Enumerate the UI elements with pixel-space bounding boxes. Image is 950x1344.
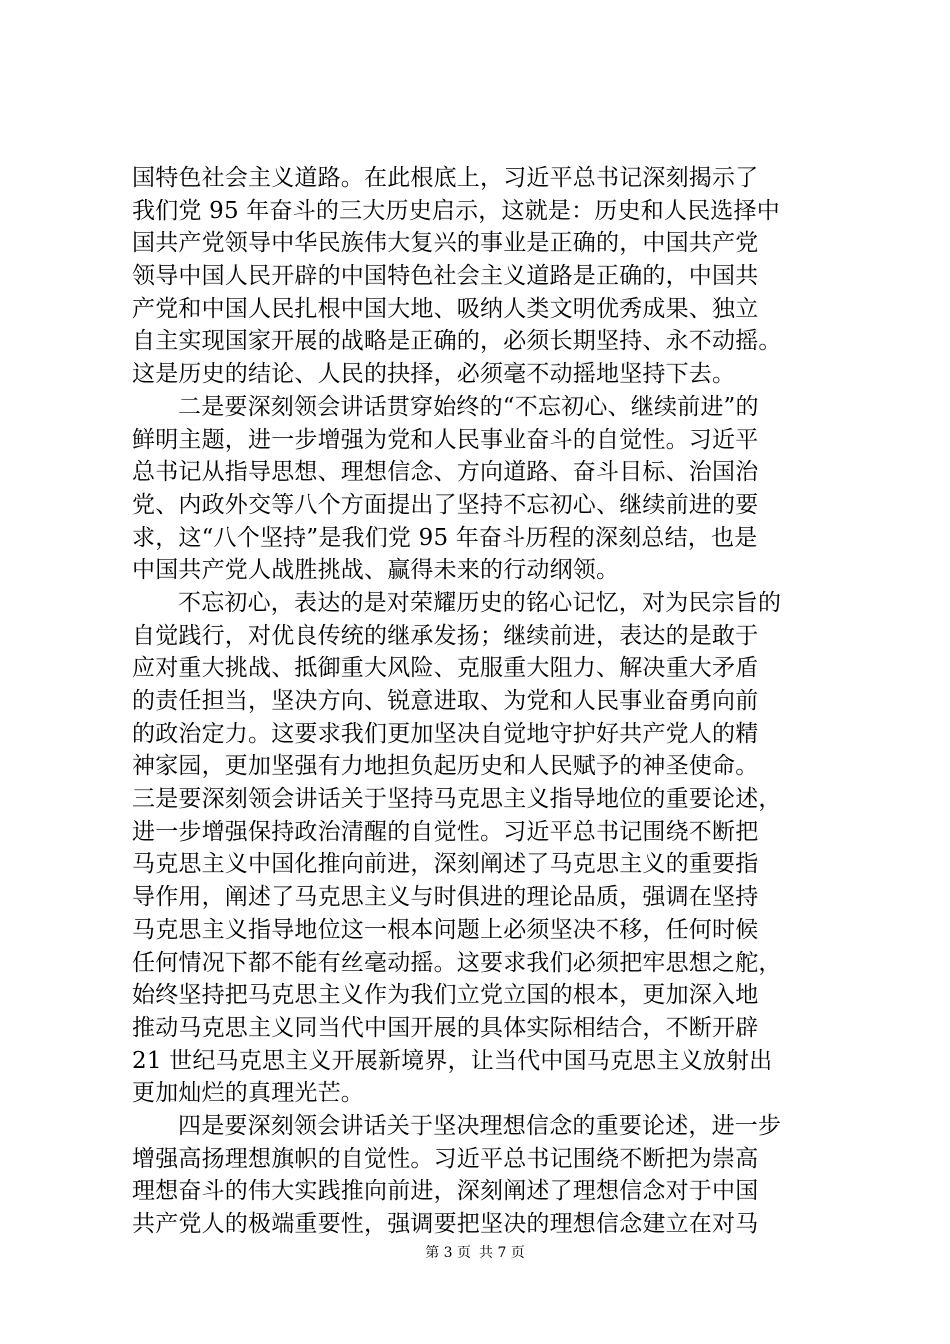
text-line: 这是历史的结论、人民的抉择，必须毫不动摇地坚持下去。 — [132, 361, 736, 388]
text-line: 共产党人的极端重要性，强调要把坚决的理想信念建立在对马 — [132, 1211, 759, 1237]
text-line: 应对重大挑战、抵御重大风险、克服重大阻力、解决重大矛盾 — [132, 655, 759, 682]
text-line: 马克思主义指导地位这一根本问题上必须坚决不移，任何时候 — [132, 916, 759, 943]
text-line: 理想奋斗的伟大实践推向前进，深刻阐述了理想信念对于中国 — [132, 1178, 759, 1205]
page-footer — [0, 1244, 950, 1262]
text-line: 不忘初心，表达的是对荣耀历史的铭心记忆，对为民宗旨的 — [178, 589, 782, 616]
text-line: 始终坚持把马克思主义作为我们立党立国的根本，更加深入地 — [132, 982, 759, 1009]
body-text — [132, 162, 832, 1241]
text-line: 自觉践行，对优良传统的继承发扬；继续前进，表达的是敢于 — [132, 622, 759, 649]
text-line: 进一步增强保持政治清醒的自觉性。习近平总书记围绕不断把 — [132, 818, 759, 845]
text-line: 自主实现国家开展的战略是正确的，必须长期坚持、永不动摇。 — [132, 328, 782, 355]
text-line: 鲜明主题，进一步增强为党和人民事业奋斗的自觉性。习近平 — [132, 426, 759, 453]
text-line: 党、内政外交等八个方面提出了坚持不忘初心、继续前进的要 — [132, 491, 759, 518]
text-line: 国特色社会主义道路。在此根底上，习近平总书记深刻揭示了 — [132, 165, 759, 191]
text-line: 领导中国人民开辟的中国特色社会主义道路是正确的，中国共 — [132, 263, 759, 290]
text-line: 总书记从指导思想、理想信念、方向道路、奋斗目标、治国治 — [132, 459, 759, 486]
text-line: 中国共产党人战胜挑战、赢得未来的行动纲领。 — [132, 557, 620, 584]
text-line: 的政治定力。这要求我们更加坚决自觉地守护好共产党人的精 — [132, 720, 759, 747]
text-line: 马克思主义中国化推向前进，深刻阐述了马克思主义的重要指 — [132, 851, 759, 878]
page-number: 第 3 页 — [425, 1245, 471, 1261]
text-line: 增强高扬理想旗帜的自觉性。习近平总书记围绕不断把为崇高 — [132, 1145, 759, 1172]
text-line: 任何情况下都不能有丝毫动摇。这要求我们必须把牢思想之舵， — [132, 949, 782, 976]
text-line: 求，这“八个坚持”是我们党 95 年奋斗历程的深刻总结，也是 — [132, 524, 758, 551]
text-line: 四是要深刻领会讲话关于坚决理想信念的重要论述，进一步 — [178, 1112, 782, 1139]
text-line: 导作用，阐述了马克思主义与时俱进的理论品质，强调在坚持 — [132, 884, 759, 911]
text-line: 三是要深刻领会讲话关于坚持马克思主义指导地位的重要论述， — [132, 786, 782, 813]
text-line: 二是要深刻领会讲话贯穿始终的“不忘初心、继续前进”的 — [178, 393, 759, 420]
text-line: 21 世纪马克思主义开展新境界，让当代中国马克思主义放射出 — [132, 1047, 773, 1074]
page-total: 共 7 页 — [479, 1245, 525, 1261]
text-line: 更加灿烂的真理光芒。 — [132, 1080, 364, 1107]
text-line: 神家园，更加坚强有力地担负起历史和人民赋予的神圣使命。 — [132, 753, 759, 780]
text-line: 的责任担当，坚决方向、锐意进取、为党和人民事业奋勇向前 — [132, 688, 759, 714]
text-line: 产党和中国人民扎根中国大地、吸纳人类文明优秀成果、独立 — [132, 295, 759, 322]
text-line: 国共产党领导中华民族伟大复兴的事业是正确的，中国共产党 — [132, 230, 759, 257]
text-line: 我们党 95 年奋斗的三大历史启示，这就是：历史和人民选择中 — [132, 197, 780, 224]
text-line: 推动马克思主义同当代中国开展的具体实际相结合，不断开辟 — [132, 1014, 759, 1041]
